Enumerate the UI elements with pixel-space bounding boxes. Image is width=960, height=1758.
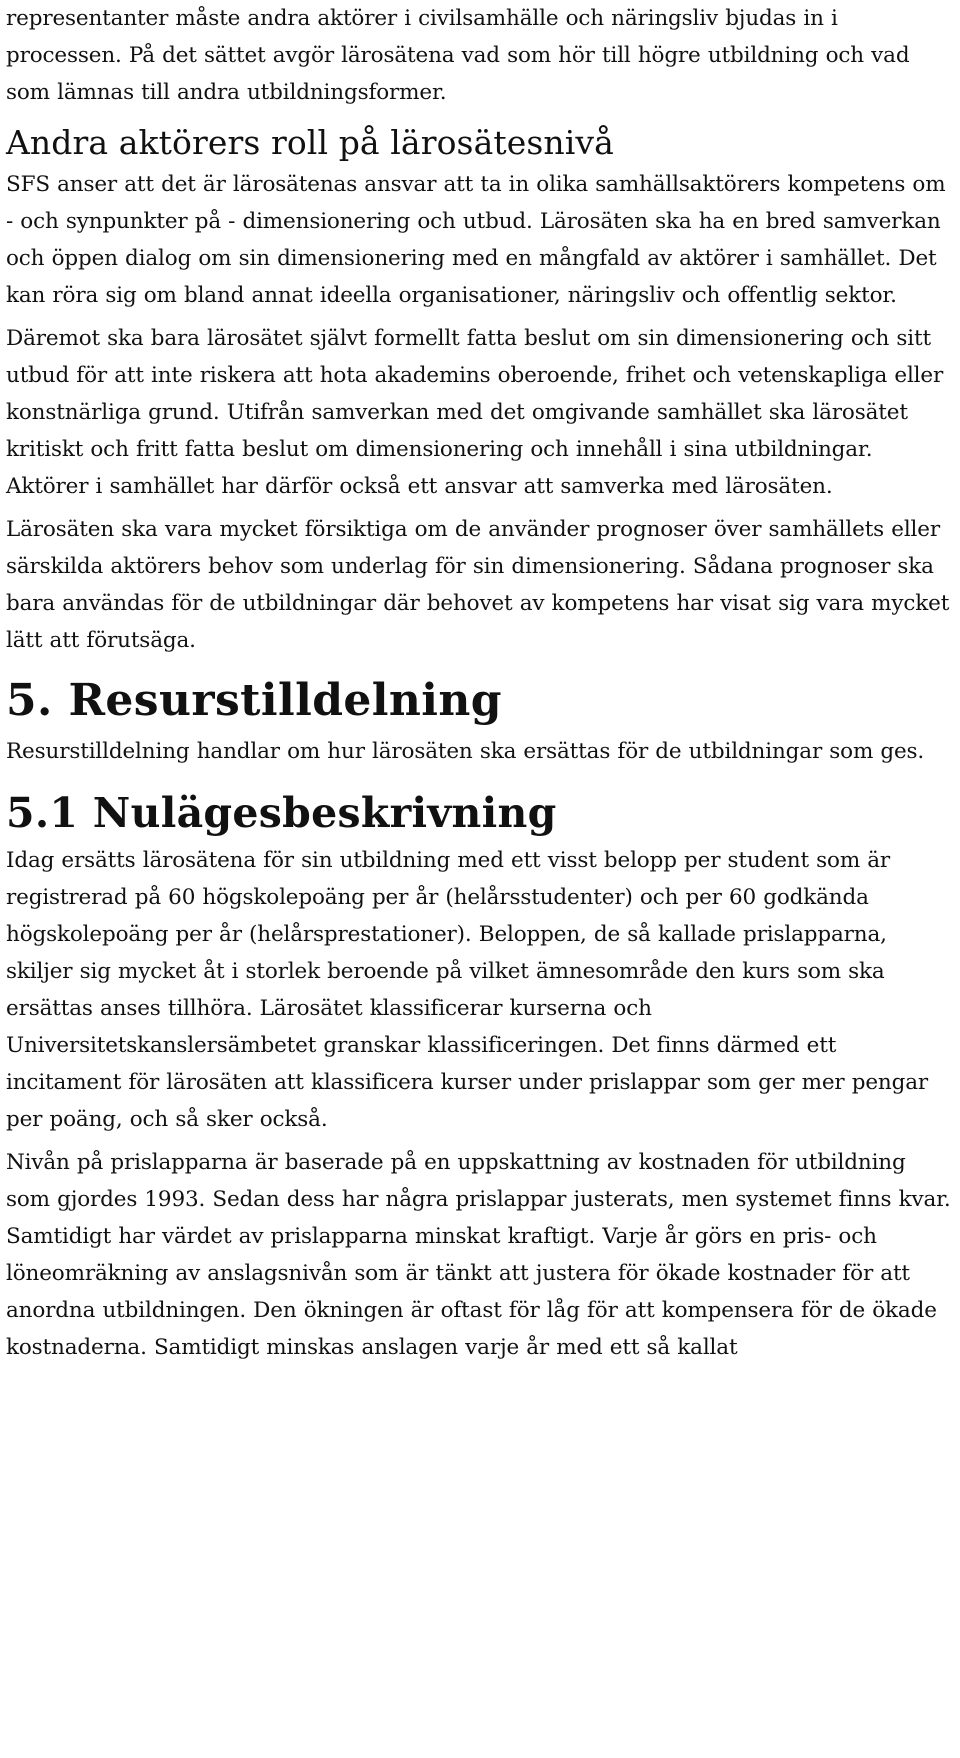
paragraph-daremot: Däremot ska bara lärosätet självt formellt fatta beslut om sin dimensionering och sitt utbud för att inte riskera att hota akademins oberoende, frihet och vetenskapliga eller konstnärliga grund. Utifrån samverkan med det omgivande samhället ska lärosätet kritiskt och fritt fatta beslut om dimensionering och innehåll i sina utbildningar. Aktörer i samhället har därför också ett ansvar att samverka med lärosäten. bbox=[6, 326, 944, 499]
document-page bbox=[6, 0, 956, 1366]
heading-nulagesbeskrivning: 5.1 Nulägesbeskrivning bbox=[6, 789, 557, 837]
paragraph-idag: Idag ersätts lärosätena för sin utbildning med ett visst belopp per student som är registrerad på 60 högskolepoäng per år (helårsstudenter) och per 60 godkända högskolepoäng per år (helårsprestationer). Beloppen, de så kallade prislapparna, skiljer sig mycket åt i storlek beroende på vilket ämnesområde den kurs som ska ersättas anses tillhöra. Lärosätet klassificerar kurserna och Universitetskanslersämbetet granskar klassificeringen. Det finns därmed ett incitament för lärosäten att klassificera kurser under prislappar som ger mer pengar per poäng, och så sker också. bbox=[6, 848, 929, 1132]
paragraph-nivan: Nivån på prislapparna är baserade på en uppskattning av kostnaden för utbildning som gjordes 1993. Sedan dess har några prislappar justerats, men systemet finns kvar. Samtidigt har värdet av prislapparna minskat kraftigt. Varje år görs en pris- och löneomräkning av anslagsnivån som är tänkt att justera för ökade kostnader för att anordna utbildningen. Den ökningen är oftast för låg för att kompensera för de ökade kostnaderna. Samtidigt minskas anslagen varje år med ett så kallat bbox=[6, 1150, 951, 1360]
paragraph-sfs: SFS anser att det är lärosätenas ansvar att ta in olika samhällsaktörers kompetens om - och synpunkter på - dimensionering och utbud. Lärosäten ska ha en bred samverkan och öppen dialog om sin dimensionering med en mångfald av aktörer i samhället. Det kan röra sig om bland annat ideella organisationer, näringsliv och offentlig sektor. bbox=[6, 172, 946, 308]
paragraph-prognoser: Lärosäten ska vara mycket försiktiga om de använder prognoser över samhällets eller särskilda aktörers behov som underlag för sin dimensionering. Sådana prognoser ska bara användas för de utbildningar där behovet av kompetens har visat sig vara mycket lätt att förutsäga. bbox=[6, 517, 950, 653]
paragraph-resurstilldelning: Resurstilldelning handlar om hur lärosäten ska ersättas för de utbildningar som ges. bbox=[6, 739, 925, 764]
paragraph-intro: representanter måste andra aktörer i civilsamhälle och näringsliv bjudas in i processen. På det sättet avgör lärosätena vad som hör till högre utbildning och vad som lämnas till andra utbildningsformer. bbox=[6, 6, 910, 105]
heading-resurstilldelning: 5. Resurstilldelning bbox=[6, 675, 502, 726]
heading-andra-aktorers-roll: Andra aktörers roll på lärosätesnivå bbox=[6, 123, 614, 162]
